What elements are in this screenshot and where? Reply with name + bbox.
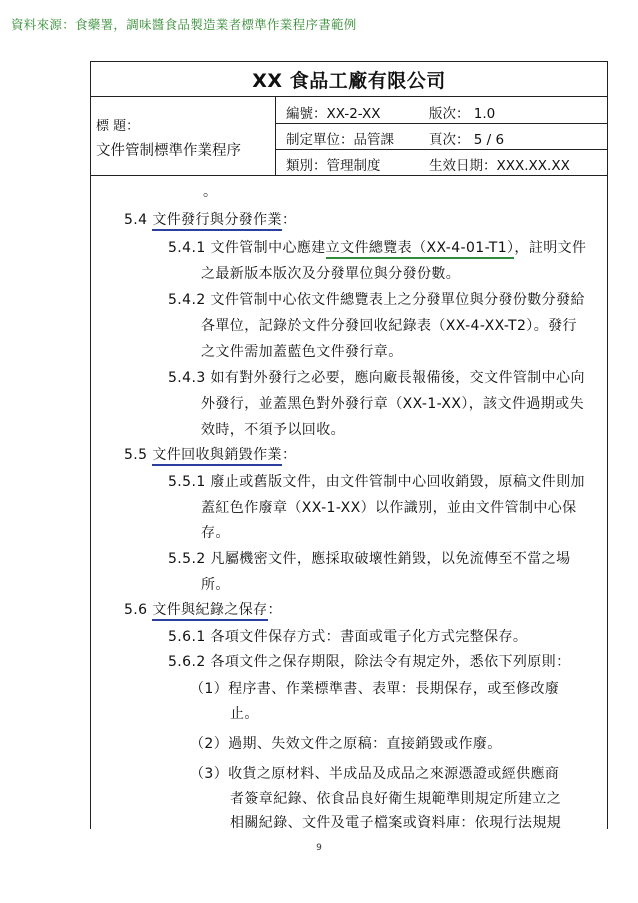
header-table xyxy=(90,96,608,176)
text-run: 5.4.1 文件管制中心應建 xyxy=(168,240,326,256)
para-5-5-2-line1: 5.5.2 凡屬機密文件，應採取破壞性銷毀，以免流傳至不當之場 xyxy=(168,551,571,567)
para-5-4-2-line2: 各單位，記錄於文件分發回收紀錄表（XX-4-XX-T2）。發行 xyxy=(201,318,577,334)
section-colon: ： xyxy=(281,212,297,228)
section-number: 5.4 xyxy=(124,212,153,228)
continued-mark: 。 xyxy=(203,184,218,200)
section-number: 5.6 xyxy=(124,602,153,618)
para-5-4-3-line1: 5.4.3 如有對外發行之必要，應向廠長報備後，交文件管制中心向 xyxy=(168,370,585,386)
title-cell xyxy=(90,97,276,175)
highlighted-text: 立文件總覽表（XX-4-01-T1） xyxy=(326,240,515,259)
section-title: 文件發行與分發作業 xyxy=(152,212,282,231)
section-title: 文件與紀錄之保存 xyxy=(152,602,267,621)
company-title: XX 食品工廠有限公司 xyxy=(252,70,446,92)
source-note: 資料來源：食藥署，調味醬食品製造業者標準作業程序書範例 xyxy=(11,17,357,32)
list-item-2: （2）過期、失效文件之原稿：直接銷毀或作廢。 xyxy=(190,736,502,752)
para-5-4-1-line1 xyxy=(168,237,586,257)
doc-page: 頁次： 5 / 6 xyxy=(429,132,505,148)
section-title: 文件回收與銷毀作業 xyxy=(152,447,282,466)
doc-effective-date: 生效日期：XXX.XX.XX xyxy=(429,158,570,174)
frame-top-rule xyxy=(90,61,608,62)
list-item-3-line3: 相關紀錄、文件及電子檔案或資料庫：依現行法規規 xyxy=(230,815,562,831)
section-5-4-heading xyxy=(124,209,296,229)
para-5-4-3-line3: 效時，不須予以回收。 xyxy=(201,422,345,438)
doc-number: 編號：XX-2-XX xyxy=(286,106,381,122)
section-5-6-heading xyxy=(124,599,282,619)
title-label: 標 題： xyxy=(96,119,140,134)
doc-unit: 制定單位：品管課 xyxy=(286,132,394,148)
para-5-4-2-line1: 5.4.2 文件管制中心依文件總覽表上之分發單位與分發份數分發給 xyxy=(168,292,585,308)
section-number: 5.5 xyxy=(124,447,153,463)
list-item-3-line2: 者簽章紀錄、依食品良好衛生規範準則規定所建立之 xyxy=(230,791,562,807)
section-colon: ： xyxy=(281,447,297,463)
text-run: ，註明文件 xyxy=(514,240,587,256)
list-item-1-line1: （1）程序書、作業標準書、表單：長期保存，或至修改廢 xyxy=(190,681,560,697)
header-row-unit xyxy=(276,123,608,150)
para-5-4-3-line2: 外發行，並蓋黑色對外發行章（XX-1-XX），該文件過期或失 xyxy=(201,396,584,412)
page-number: 9 xyxy=(316,843,322,853)
list-item-3-line1: （3）收貨之原材料、半成品及成品之來源憑證或經供應商 xyxy=(190,766,560,782)
para-5-4-1-line2: 之最新版本版次及分發單位與分發份數。 xyxy=(201,266,461,282)
para-5-5-2-line2: 所。 xyxy=(201,577,230,593)
para-5-4-2-line3: 之文件需加蓋藍色文件發行章。 xyxy=(201,344,403,360)
header-row-category xyxy=(276,149,608,175)
document-body xyxy=(90,176,608,829)
doc-version: 版次： 1.0 xyxy=(429,106,496,122)
para-5-5-1-line2: 蓋紅色作廢章（XX-1-XX）以作識別，並由文件管制中心保 xyxy=(201,500,577,516)
document-name: 文件管制標準作業程序 xyxy=(96,143,241,159)
para-5-5-1-line3: 存。 xyxy=(201,525,230,541)
para-5-5-1-line1: 5.5.1 廢止或舊版文件，由文件管制中心回收銷毀，原稿文件則加 xyxy=(168,474,585,490)
section-colon: ： xyxy=(267,602,282,618)
list-item-1-line2: 止。 xyxy=(230,706,259,722)
para-5-6-2: 5.6.2 各項文件之保存期限，除法令有規定外，悉依下列原則： xyxy=(168,654,571,670)
doc-category: 類別：管理制度 xyxy=(286,158,381,174)
para-5-6-1: 5.6.1 各項文件保存方式：書面或電子化方式完整保存。 xyxy=(168,629,528,645)
section-5-5-heading xyxy=(124,444,296,464)
header-row-number xyxy=(276,97,608,124)
